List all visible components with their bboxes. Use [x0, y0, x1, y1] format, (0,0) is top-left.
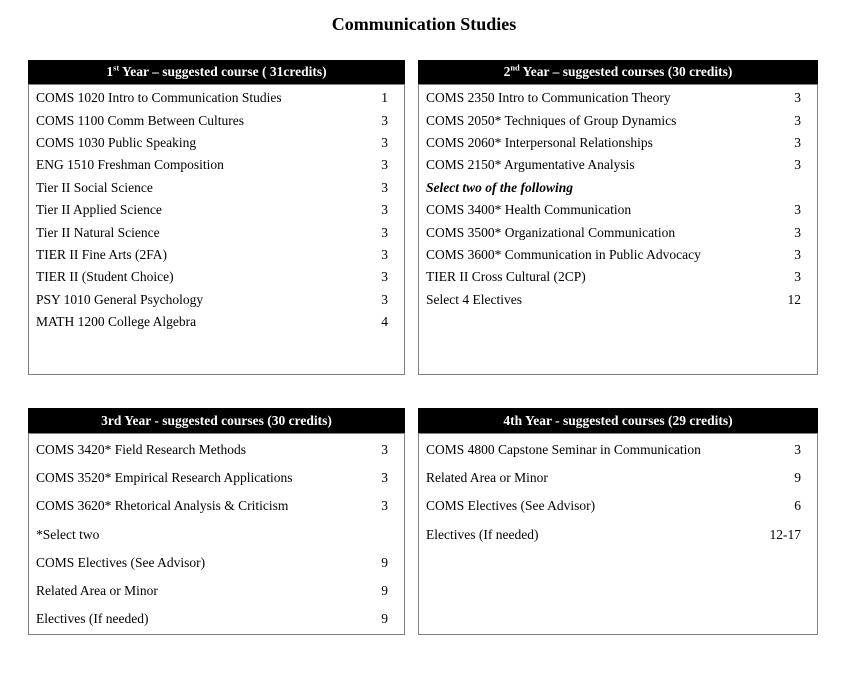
- course-credits: 3: [381, 202, 388, 218]
- year1-table-header: [28, 60, 405, 84]
- year3-table: [28, 408, 405, 635]
- course-name: TIER II Cross Cultural (2CP): [426, 269, 586, 285]
- course-row: [419, 464, 817, 492]
- course-name: COMS Electives (See Advisor): [36, 554, 206, 570]
- course-credits: 3: [381, 498, 388, 514]
- course-row: [29, 132, 404, 154]
- year4-table: [418, 408, 818, 635]
- course-row: [29, 605, 404, 633]
- course-row: [29, 464, 404, 492]
- course-name: COMS 3500* Organizational Communication: [426, 224, 676, 240]
- course-credits: 3: [381, 179, 388, 195]
- year2-header-text: Year – suggested courses (30 credits): [519, 64, 733, 79]
- course-credits: 3: [381, 470, 388, 486]
- course-credits: 3: [381, 291, 388, 307]
- course-name: Electives (If needed): [426, 526, 539, 542]
- course-name: Tier II Natural Science: [36, 224, 160, 240]
- course-name: COMS 3620* Rhetorical Analysis & Criticism: [36, 498, 289, 514]
- course-credits: 1: [381, 90, 388, 106]
- course-credits: 3: [794, 442, 801, 458]
- course-name: COMS 3600* Communication in Public Advocacy: [426, 246, 701, 262]
- year3-header-text: Year - suggested courses (30 credits): [121, 413, 332, 428]
- course-row: [29, 221, 404, 243]
- year2-table-body: [418, 84, 818, 375]
- course-credits: 3: [794, 112, 801, 128]
- year2-table-header: [418, 60, 818, 84]
- course-row: [419, 221, 817, 243]
- course-credits: 12: [787, 291, 801, 307]
- course-credits: 3: [381, 442, 388, 458]
- course-row: [419, 87, 817, 109]
- course-name: COMS 3420* Field Research Methods: [36, 442, 246, 458]
- course-row: [419, 109, 817, 131]
- course-row: [29, 577, 404, 605]
- course-credits: 3: [381, 224, 388, 240]
- course-name: Related Area or Minor: [426, 470, 548, 486]
- page-title: Communication Studies: [331, 14, 517, 34]
- year1-header-text: Year – suggested course ( 31credits): [119, 64, 327, 79]
- course-row: [29, 549, 404, 577]
- course-row: [29, 244, 404, 266]
- course-name: COMS 1030 Public Speaking: [36, 134, 197, 150]
- course-name: COMS 2350 Intro to Communication Theory: [426, 90, 671, 106]
- course-row: [419, 521, 817, 549]
- course-credits: 12-17: [769, 526, 801, 542]
- year2-header-superscript: nd: [510, 63, 520, 73]
- course-name: Select two of the following: [426, 179, 573, 195]
- course-row: [29, 109, 404, 131]
- course-credits: 3: [794, 90, 801, 106]
- course-row: [419, 266, 817, 288]
- year3-table-body: [28, 433, 405, 635]
- course-credits: 9: [381, 583, 388, 599]
- course-name: Related Area or Minor: [36, 583, 158, 599]
- year1-table-body: [28, 84, 405, 375]
- course-credits: 3: [381, 112, 388, 128]
- year3-table-header: [28, 408, 405, 433]
- course-name: COMS 3400* Health Communication: [426, 202, 632, 218]
- course-row: [29, 436, 404, 464]
- course-row: [419, 436, 817, 464]
- year4-header-prefix: 4th: [503, 413, 523, 428]
- course-row: [419, 289, 817, 311]
- course-name: Select 4 Electives: [426, 291, 522, 307]
- course-name: MATH 1200 College Algebra: [36, 314, 197, 330]
- course-row: [29, 521, 404, 549]
- course-credits: 9: [381, 554, 388, 570]
- course-name: COMS Electives (See Advisor): [426, 498, 596, 514]
- course-credits: 6: [794, 498, 801, 514]
- course-row: [419, 177, 817, 199]
- course-name: Tier II Applied Science: [36, 202, 162, 218]
- course-row: [29, 87, 404, 109]
- course-credits: 9: [381, 611, 388, 627]
- year4-header-text: Year - suggested courses (29 credits): [522, 413, 733, 428]
- course-row: [29, 492, 404, 520]
- course-credits: 3: [794, 202, 801, 218]
- year2-header-prefix: 2: [503, 64, 511, 79]
- course-name: COMS 3520* Empirical Research Applications: [36, 470, 293, 486]
- course-name: COMS 1020 Intro to Communication Studies: [36, 90, 282, 106]
- course-row: [29, 199, 404, 221]
- year2-table: [418, 60, 818, 375]
- course-name: COMS 1100 Comm Between Cultures: [36, 112, 244, 128]
- year4-table-header: [418, 408, 818, 433]
- course-credits: 3: [381, 157, 388, 173]
- course-row: [419, 492, 817, 520]
- course-credits: 3: [381, 269, 388, 285]
- course-row: [419, 199, 817, 221]
- course-name: COMS 2150* Argumentative Analysis: [426, 157, 635, 173]
- course-credits: 3: [794, 224, 801, 240]
- year1-table: [28, 60, 405, 375]
- year1-header-superscript: st: [113, 63, 120, 73]
- course-credits: 3: [381, 246, 388, 262]
- year4-table-body: [418, 433, 818, 635]
- course-name: Electives (If needed): [36, 611, 149, 627]
- course-row: [29, 266, 404, 288]
- course-credits: 3: [794, 246, 801, 262]
- course-row: [29, 177, 404, 199]
- course-name: COMS 2050* Techniques of Group Dynamics: [426, 112, 677, 128]
- course-name: *Select two: [36, 526, 100, 542]
- course-row: [29, 154, 404, 176]
- course-name: Tier II Social Science: [36, 179, 153, 195]
- course-credits: 3: [794, 134, 801, 150]
- course-name: TIER II Fine Arts (2FA): [36, 246, 167, 262]
- course-credits: 3: [381, 134, 388, 150]
- course-credits: 3: [794, 157, 801, 173]
- course-row: [419, 244, 817, 266]
- course-name: COMS 2060* Interpersonal Relationships: [426, 134, 653, 150]
- course-credits: 3: [794, 269, 801, 285]
- course-row: [29, 311, 404, 333]
- year1-header-prefix: 1: [106, 64, 114, 79]
- course-row: [419, 132, 817, 154]
- year3-header-prefix: 3rd: [101, 413, 122, 428]
- course-row: [29, 289, 404, 311]
- course-name: PSY 1010 General Psychology: [36, 291, 204, 307]
- course-row: [419, 154, 817, 176]
- course-name: TIER II (Student Choice): [36, 269, 174, 285]
- course-credits: 9: [794, 470, 801, 486]
- course-credits: 4: [381, 314, 388, 330]
- course-name: ENG 1510 Freshman Composition: [36, 157, 224, 173]
- course-name: COMS 4800 Capstone Seminar in Communication: [426, 442, 701, 458]
